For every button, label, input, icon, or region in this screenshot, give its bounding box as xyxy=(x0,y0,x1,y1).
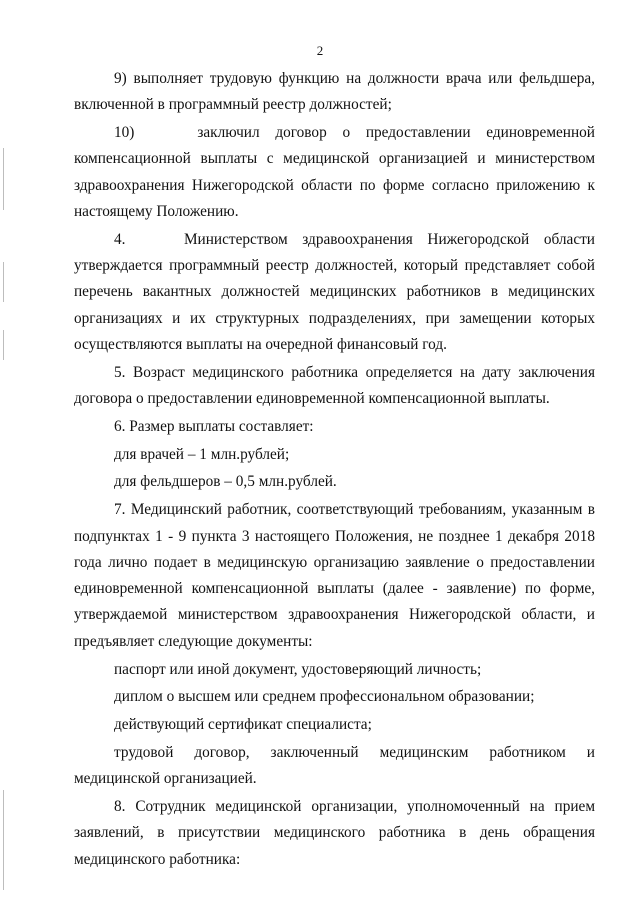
page-number: 2 xyxy=(316,43,324,58)
paragraph-document-certificate: действующий сертификат специалиста; xyxy=(114,716,372,734)
paragraph-document-diploma: диплом о высшем или среднем профессиональном образовании; xyxy=(114,688,535,706)
paragraph-document-contract: трудовой договор, заключенный медицинским работником и медицинской организацией. xyxy=(74,743,595,788)
paragraph-paramedics-amount: для фельдшеров – 0,5 млн.рублей. xyxy=(114,473,337,491)
paragraph-document-passport: паспорт или иной документ, удостоверяющий личность; xyxy=(114,660,482,678)
paragraph-section-7: 7. Медицинский работник, соответствующий требованиям, указанным в подпунктах 1 - 9 пункта 3 настоящего Положения, не позднее 1 декабря 2018 года лично подает в медицинскую организацию заявление о предоставлении единовременной компенсационной выплаты (далее - заявление) по форме, утверждаемой министерством здравоохранения Нижегородской области, и предъявляет следующие документы: xyxy=(74,501,595,650)
paragraph-section-4: 4. Министерством здравоохранения Нижегородской области утверждается программный реестр должностей, который представляет собой перечень вакантных должностей медицинских работников в медицинских организациях и их структурных подразделениях, при замещении которых осуществляются выплаты на очередной финансовый год. xyxy=(74,230,595,353)
scan-margin-line xyxy=(3,148,4,210)
scan-margin-line xyxy=(3,262,4,302)
paragraph-section-6: 6. Размер выплаты составляет: xyxy=(114,417,314,435)
document-body xyxy=(74,66,595,874)
paragraph-item-9: 9) выполняет трудовую функцию на должности врача или фельдшера, включенной в программный реестр должностей; xyxy=(74,70,595,114)
paragraph-section-5: 5. Возраст медицинского работника определяется на дату заключения договора о предоставлении единовременной компенсационной выплаты. xyxy=(74,363,595,408)
paragraph-item-10: 10) заключил договор о предоставлении единовременной компенсационной выплаты с медицинской организацией и министерством здравоохранения Нижегородской области по форме согласно приложению к настоящему Положению. xyxy=(74,124,595,220)
paragraph-section-8: 8. Сотрудник медицинской организации, уполномоченный на прием заявлений, в присутствии медицинского работника в день обращения медицинского работника: xyxy=(74,798,595,868)
scan-margin-line xyxy=(3,330,4,360)
scan-margin-line xyxy=(3,790,4,890)
paragraph-doctors-amount: для врачей – 1 млн.рублей; xyxy=(114,445,290,463)
